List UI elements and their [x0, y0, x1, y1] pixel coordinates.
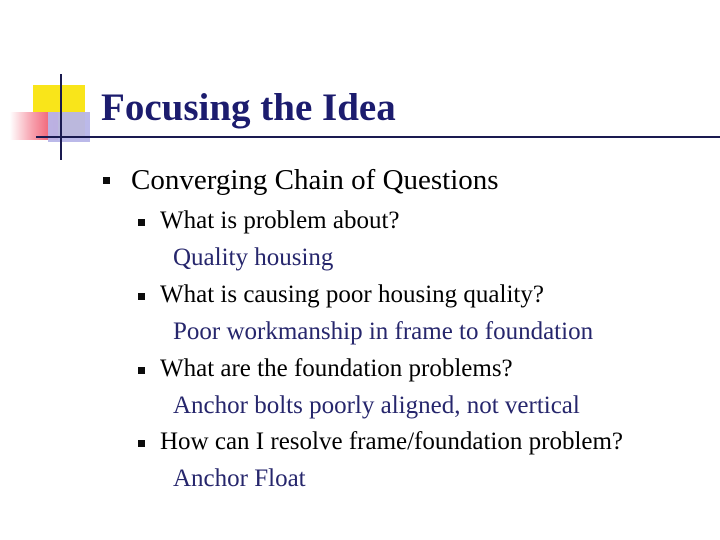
answer-text: Poor workmanship in frame to foundation — [173, 318, 594, 345]
decor-vertical-line — [60, 74, 62, 160]
answer-text: Anchor bolts poorly aligned, not vertical — [173, 392, 580, 419]
bullet-square-icon — [103, 177, 110, 184]
question-text: What is problem about? — [160, 207, 400, 234]
slide-title: Focusing the Idea — [101, 86, 396, 129]
bullet-converging-chain: Converging Chain of Questions — [131, 164, 499, 196]
title-underline-rule — [36, 136, 720, 138]
answer-text: Anchor Float — [173, 465, 306, 492]
answer-text: Quality housing — [173, 244, 334, 271]
bullet-square-icon — [138, 293, 145, 300]
question-text: How can I resolve frame/foundation problem? — [160, 428, 624, 455]
bullet-square-icon — [138, 219, 145, 226]
question-text: What are the foundation problems? — [160, 355, 513, 382]
bullet-square-icon — [138, 440, 145, 447]
question-text: What is causing poor housing quality? — [160, 281, 544, 308]
bullet-square-icon — [138, 367, 145, 374]
